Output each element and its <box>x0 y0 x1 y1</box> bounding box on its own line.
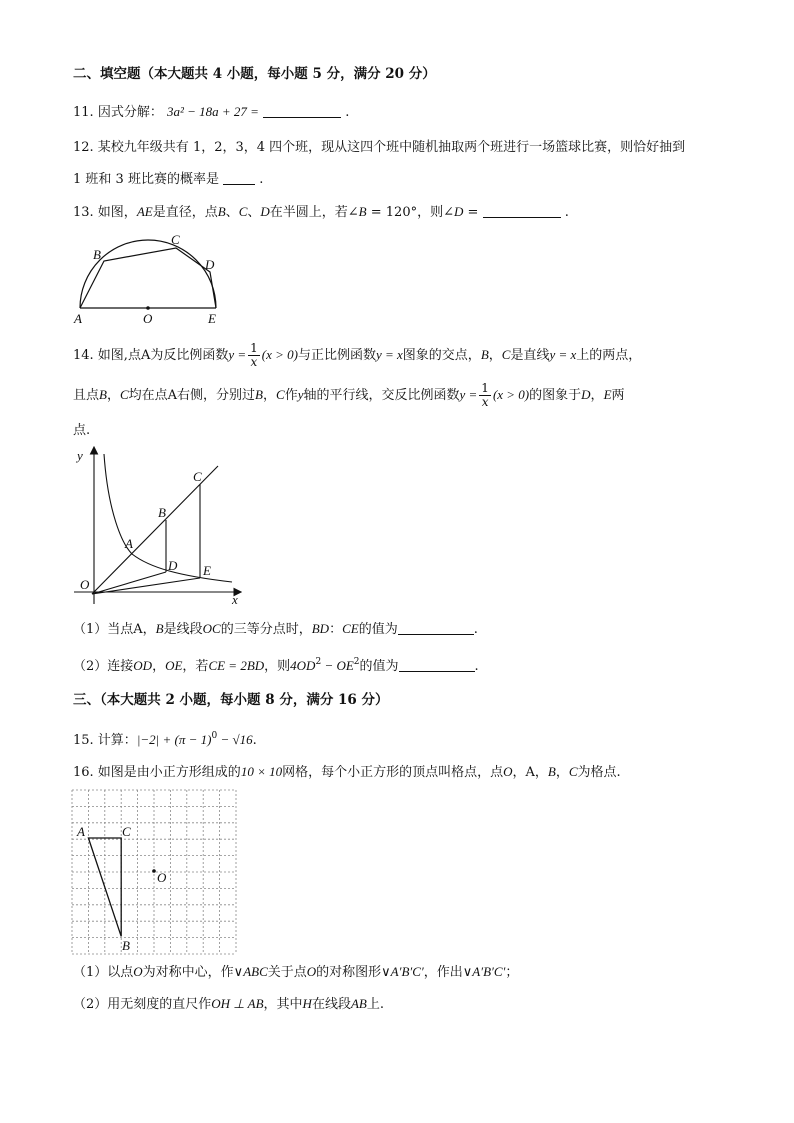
q14-yx1: y = x <box>375 347 403 362</box>
q13-c: C <box>238 204 248 219</box>
q16-o: O <box>503 764 513 779</box>
q11-number: 11. <box>73 105 94 120</box>
q14-num1: 1 <box>250 341 258 355</box>
q13-mid1: 是直径，点 <box>152 205 218 220</box>
q14-p1-bd: BD <box>311 621 330 636</box>
q16-c2: ， <box>555 765 569 780</box>
q16-p1-a2: A′B′C′ <box>472 964 506 979</box>
q14-p1-oc: OC <box>202 621 221 636</box>
label-d: D <box>168 558 178 573</box>
q13-pre: 13. 如图， <box>73 205 137 220</box>
label-c: C <box>122 824 131 839</box>
label-b: B <box>158 505 166 520</box>
q13-eq: = <box>463 205 479 220</box>
q14-l2e: 的图象于 <box>529 388 582 403</box>
q16-p2a: （2）用无刻度的直尺作 <box>73 997 212 1012</box>
q13-semicircle-figure <box>70 228 230 328</box>
question-14-line-2 <box>73 380 625 410</box>
q11-expression: 3a² − 18a + 27 = <box>166 104 259 119</box>
q14-b2: B <box>99 387 107 402</box>
question-14-line-3: 点. <box>73 423 91 438</box>
q16-p1f: ； <box>505 965 519 980</box>
q14-fraction-1 <box>248 342 260 369</box>
label-o: O <box>157 870 167 885</box>
label-o: O <box>143 311 153 326</box>
label-x: x <box>232 592 238 607</box>
q14-e: E <box>603 387 612 402</box>
q16-p2-ab: AB <box>350 996 367 1011</box>
q16-part-1 <box>73 964 518 981</box>
q14-p1-answer-blank <box>398 622 474 635</box>
q13-ae: AE <box>136 204 153 219</box>
q16-p1-a1: A′B′C′ <box>390 964 424 979</box>
q16-p1b: 为对称中心，作∨ <box>142 965 244 980</box>
q14-d: D <box>581 387 591 402</box>
q16-grid-figure <box>70 788 242 958</box>
label-o: O <box>80 577 90 592</box>
label-e: E <box>208 311 216 326</box>
q13-sep1: 、 <box>225 205 239 220</box>
q16-p2d: 上. <box>366 997 384 1012</box>
q16-p1c: 关于点 <box>267 965 307 980</box>
q14-part-1 <box>73 621 478 638</box>
q14-p1b: 是线段 <box>163 622 203 637</box>
section-3-title: 三、（本大题共 2 小题，每小题 8 分，满分 16 分） <box>73 692 389 708</box>
q16-p1-o2: O <box>306 964 317 979</box>
q14-yaxis: y <box>297 387 304 402</box>
label-a: A <box>74 311 82 326</box>
q14-p2-ce: CE = 2BD <box>208 658 265 673</box>
q13-answer-blank <box>483 205 561 218</box>
q14-p2b: ，若 <box>182 659 209 674</box>
q14-comma3: ， <box>263 388 277 403</box>
point-o <box>152 869 156 873</box>
q14-l1d: 是直线 <box>510 348 550 363</box>
q13-d: D <box>260 204 270 219</box>
q14-yx2: y = x <box>549 347 577 362</box>
q14-p2-sq2: 2 <box>353 657 360 667</box>
q14-l2d: 轴的平行线，交反比例函数 <box>303 388 460 403</box>
q14-p1-end: . <box>473 622 478 637</box>
q12-answer-blank <box>223 172 255 185</box>
q16-p1e: ，作出∨ <box>423 965 473 980</box>
q16-grid: 10 × 10 <box>240 764 283 779</box>
q14-p1-colon: ： <box>329 622 343 637</box>
q14-comma1: ， <box>488 348 502 363</box>
q14-p2-oe: OE <box>165 658 183 673</box>
q16-pre: 16. 如图是由小正方形组成的 <box>73 765 241 780</box>
q13-angle-b: B <box>358 204 367 219</box>
q14-p2a: （2）连接 <box>73 659 134 674</box>
center-point-o <box>146 306 150 310</box>
q16-p1d: 的对称图形∨ <box>316 965 391 980</box>
q14-c2: C <box>119 387 129 402</box>
q13-mid2: 在半圆上，若∠ <box>269 205 359 220</box>
q15-expr2: − √16 <box>217 732 253 747</box>
label-c: C <box>171 232 180 247</box>
q14-p1d: 的值为 <box>358 622 398 637</box>
q14-l2c: 作 <box>284 388 298 403</box>
label-d: D <box>205 257 215 272</box>
q16-p1-abc: ABC <box>243 964 268 979</box>
q14-l2b: 均在点A右侧，分别过 <box>128 388 256 403</box>
q16-p2-oh: OH ⊥ AB <box>211 996 264 1011</box>
q16-p1a: （1）以点 <box>73 965 134 980</box>
q12-end: . <box>259 172 264 187</box>
q13-angle-d: D <box>454 204 464 219</box>
q14-b1: B <box>480 347 489 362</box>
q15-exponent: 0 <box>211 731 218 741</box>
q14-p2-minus: − OE <box>321 658 354 673</box>
q14-c3: C <box>276 387 285 402</box>
q14-p1-ce: CE <box>342 621 359 636</box>
q14-part-2 <box>73 654 479 675</box>
q14-p2-comma: ， <box>152 659 166 674</box>
q14-den2: x <box>481 395 489 409</box>
question-12-line-2 <box>73 172 263 188</box>
q15-expr1: |−2| + (π − 1) <box>136 732 212 747</box>
q16-p2-h: H <box>302 996 312 1011</box>
q14-p2-expr1: 4OD <box>290 658 316 673</box>
q14-c1: C <box>501 347 511 362</box>
q14-p2-od: OD <box>133 658 153 673</box>
q14-p1a: （1）当点A， <box>73 622 156 637</box>
label-c: C <box>193 469 202 484</box>
q14-cond1: (x > 0) <box>261 347 298 362</box>
q14-fraction-2 <box>479 382 491 409</box>
question-14-line-1 <box>73 340 641 370</box>
q15-pre: 15. 计算： <box>73 733 137 748</box>
q14-p2-answer-blank <box>399 659 475 672</box>
q16-p1-o: O <box>133 964 143 979</box>
label-a: A <box>77 824 85 839</box>
q14-p2-end: . <box>474 659 479 674</box>
q14-y1: y = <box>228 347 247 362</box>
q14-graph-figure <box>70 442 250 608</box>
q16-c: C <box>568 764 578 779</box>
q14-comma2: ， <box>106 388 120 403</box>
q14-y2: y = <box>459 387 478 402</box>
label-b: B <box>122 938 130 953</box>
label-b: B <box>93 247 101 262</box>
q14-b3: B <box>255 387 263 402</box>
q16-mid: 网格，每个小正方形的顶点叫格点，点 <box>282 765 504 780</box>
question-12-line-1: 12. 某校九年级共有 1，2，3，4 四个班，现从这四个班中随机抽取两个班进行一场篮球比赛，则恰好抽到 <box>73 140 686 155</box>
q14-cond2: (x > 0) <box>492 387 530 402</box>
q14-p2-sq1: 2 <box>315 657 322 667</box>
q14-p1c: 的三等分点时， <box>220 622 312 637</box>
q14-l1c: 图象的交点， <box>402 348 481 363</box>
question-11 <box>73 104 349 121</box>
q13-sep2: 、 <box>247 205 261 220</box>
q14-comma4: ， <box>590 388 604 403</box>
q13-value: = 120°，则∠ <box>366 205 454 220</box>
label-a: A <box>125 536 133 551</box>
triangle-abc <box>88 838 121 936</box>
q15-end: . <box>252 733 257 748</box>
q14-den1: x <box>250 355 258 369</box>
section-2-title: 二、填空题（本大题共 4 小题，每小题 5 分，满分 20 分） <box>73 66 436 82</box>
question-16 <box>73 764 621 781</box>
q14-num2: 1 <box>481 381 489 395</box>
question-15 <box>73 728 257 749</box>
q14-p2c: ，则 <box>264 659 291 674</box>
q11-text: 因式分解： <box>97 105 163 120</box>
q14-p2d: 的值为 <box>359 659 399 674</box>
q14-l1a: 14. 如图,点A为反比例函数 <box>73 348 229 363</box>
q14-l1e: 上的两点， <box>576 348 642 363</box>
label-y: y <box>77 448 83 463</box>
q16-rest: ，A， <box>512 765 548 780</box>
q16-p2b: ，其中 <box>263 997 303 1012</box>
q13-end: . <box>564 205 569 220</box>
q14-p1-b: B <box>155 621 164 636</box>
q11-end: . <box>345 105 350 120</box>
q11-answer-blank <box>263 105 341 118</box>
q12-text: 1 班和 3 班比赛的概率是 <box>73 172 219 187</box>
q14-l2f: 两 <box>611 388 625 403</box>
q16-p2c: 在线段 <box>311 997 351 1012</box>
q16-end: 为格点. <box>577 765 621 780</box>
q14-l2a: 且点 <box>73 388 100 403</box>
q16-part-2 <box>73 996 384 1013</box>
label-e: E <box>203 563 211 578</box>
q14-l1b: 与正比例函数 <box>297 348 376 363</box>
question-13 <box>73 204 569 221</box>
q16-b: B <box>547 764 556 779</box>
q13-b: B <box>217 204 226 219</box>
